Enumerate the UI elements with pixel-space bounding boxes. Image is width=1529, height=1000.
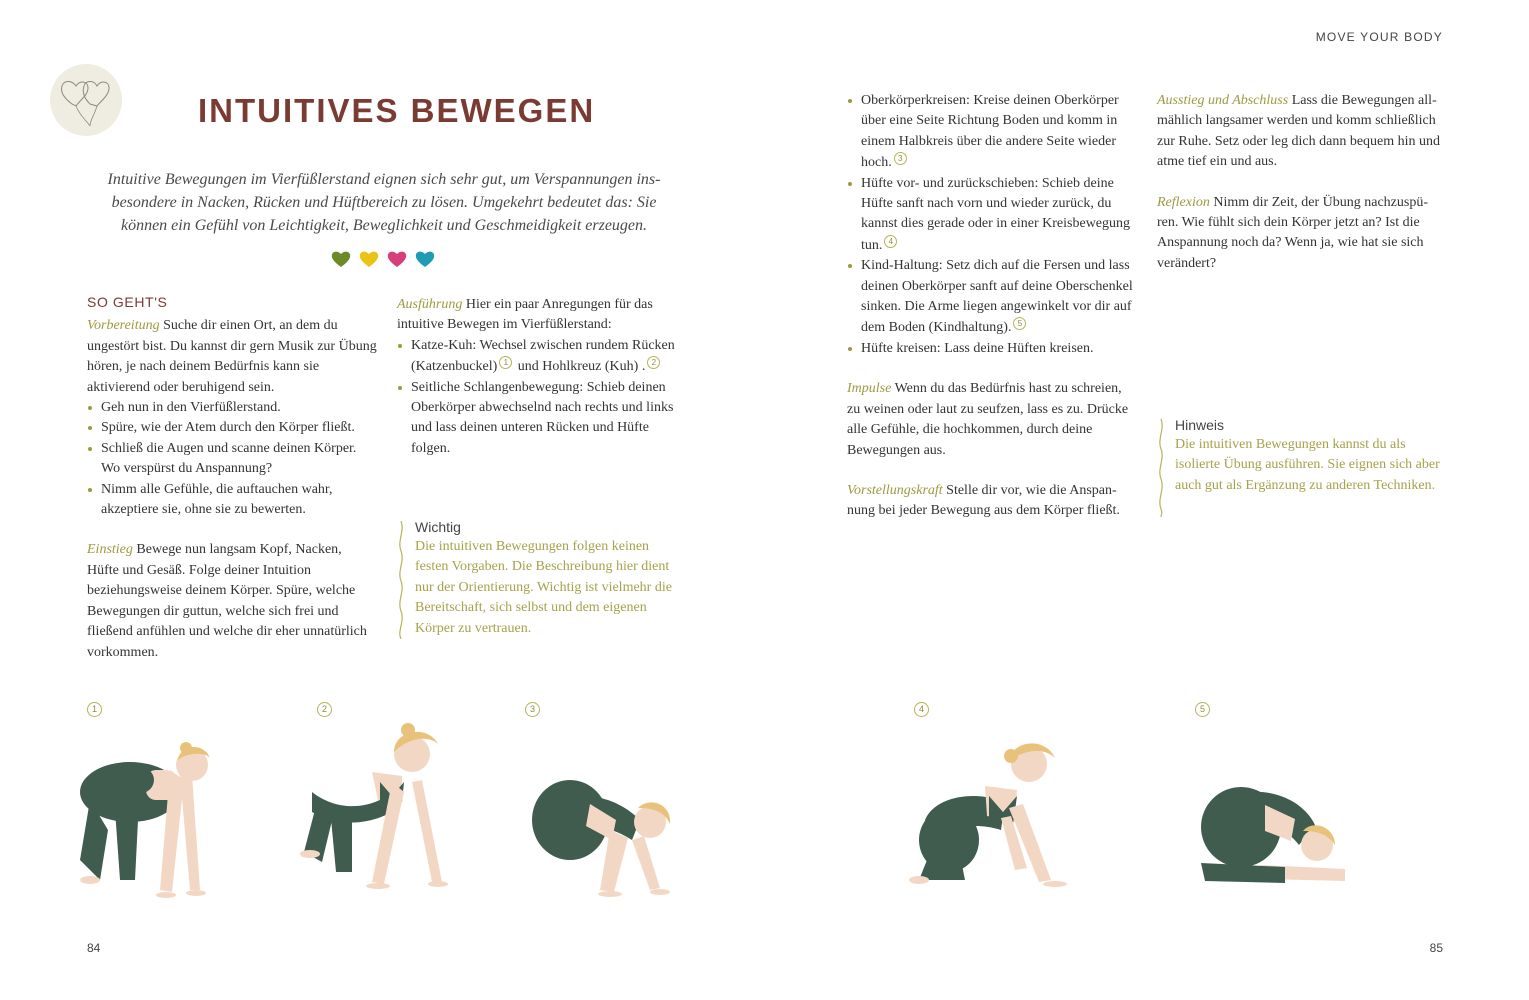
list-item-text: Katze-Kuh: Wechsel zwischen rundem Rücken (Katzenbuckel) — [411, 337, 675, 375]
page-number-left: 84 — [87, 941, 101, 955]
figure-number: 5 — [1195, 702, 1210, 717]
figure-ref: 4 — [884, 235, 897, 248]
paragraph-einstieg — [87, 540, 377, 662]
list-item-text: Oberkörperkreisen: Kreise deinen Oberkörper über eine Seite Richtung Boden und komm in einem Halbkreis über die andere Seite wieder hoch. — [861, 93, 1119, 171]
column-1 — [87, 292, 377, 683]
figure-ref: 1 — [499, 356, 512, 369]
yoga-figure-child-pose — [1195, 775, 1355, 900]
keyword: Ausstieg und Abschluss — [1157, 93, 1289, 108]
paragraph-text: Nimm dir Zeit, der Übung nachzuspüren. Wie fühlt sich dein Körper jetzt an? Ist die Anspannung noch da? Wenn ja, wie hat sie sich verändert? — [1157, 194, 1428, 271]
paragraph-text: Suche dir einen Ort, an dem du ungestört bist. Du kannst dir gern Musik zur Übung hören, je nach deinem Bedürfnis kann sie aktivierend oder beruhigend sein. — [87, 318, 377, 395]
heart-icon — [330, 248, 352, 270]
keyword: Vorstellungskraft — [847, 482, 943, 498]
paragraph-vorbereitung — [87, 316, 377, 398]
paragraph-vorstellungskraft — [847, 481, 1137, 522]
column-2 — [397, 295, 682, 479]
paragraph-impulse — [847, 379, 1137, 461]
figure-ref: 3 — [894, 152, 907, 165]
list-item-text: und Hohlkreuz (Kuh) . — [514, 359, 646, 375]
paragraph-text: Hier ein paar Anregungen für das intuitive Bewegen im Vierfüßlerstand: — [397, 297, 653, 333]
paragraph-text: Wenn du das Bedürfnis hast zu schreien, zu weinen oder laut zu seufzen, lass es zu. Drücke alle Gefühle, die hochkommen, durch deine Bewegungen aus. — [847, 381, 1129, 458]
figure-number: 3 — [525, 702, 540, 717]
paragraph-text: Bewege nun langsam Kopf, Nacken, Hüfte und Gesäß. Folge deiner Intuition beziehungsweise deinem Körper. Spüre, welche Bewegungen dir guttun, welche sich frei und fließend anfühlen und welche dir eher unnatürlich vorkommen. — [87, 542, 367, 660]
list-item: Hüfte kreisen: Lass deine Hüften kreisen. — [847, 339, 1137, 359]
list-item — [397, 336, 682, 378]
list-item: Seitliche Schlangenbewegung: Schieb deinen Oberkörper abwechselnd nach rechts und links und lass deinen unteren Rücken und Hüfte folgen. — [397, 378, 682, 460]
note-body: Die intuitiven Bewegungen folgen keinen festen Vorgaben. Die Beschreibung hier dient nur der Orientierung. Wichtig ist vielmehr die Bereitschaft, sich selbst und dem eigenen Körper zu vertrauen. — [415, 539, 672, 636]
paragraph-text: Stelle dir vor, wie die Anspannung bei jeder Bewegung aus dem Körper fließt. — [847, 482, 1120, 519]
note-title: Wichtig — [415, 519, 461, 535]
bullet-list — [397, 336, 682, 459]
page-title: INTUITIVES BEWEGEN — [198, 92, 596, 129]
note-hinweis — [1157, 417, 1442, 496]
column-4 — [1157, 91, 1442, 294]
heart-icon — [386, 248, 408, 270]
list-item: Spüre, wie der Atem durch den Körper fließt. — [87, 418, 377, 438]
yoga-figure-cow-pose — [292, 712, 467, 902]
bullet-list — [87, 398, 377, 520]
keyword: Impulse — [847, 381, 892, 397]
running-header: MOVE YOUR BODY — [1315, 30, 1443, 44]
list-item: Schließ die Augen und scanne deinen Körper. Wo verspürst du Anspannung? — [87, 439, 377, 480]
figure-ref: 2 — [647, 356, 660, 369]
yoga-figure-hip-shift — [905, 730, 1095, 910]
squiggle-line-icon — [397, 521, 405, 639]
squiggle-line-icon — [1157, 419, 1165, 517]
figure-number: 4 — [914, 702, 929, 717]
heart-rating — [330, 248, 436, 270]
note-title: Hinweis — [1175, 417, 1225, 433]
keyword: Vorbereitung — [87, 318, 160, 334]
keyword: Ausführung — [397, 297, 463, 312]
keyword: Reflexion — [1157, 194, 1210, 210]
intro-text: Intuitive Bewegungen im Vierfüßlerstand eignen sich sehr gut, um Verspannungen insbesondere in Nacken, Rücken und Hüftbereich zu lösen. Umgekehrt bedeutet das: Sie können ein Gefühl von Leichtigkeit, Beweglichkeit und Geschmeidigkeit erzeugen. — [107, 171, 661, 234]
figure-number: 2 — [317, 702, 332, 717]
list-item — [847, 91, 1137, 174]
page-number-right: 85 — [1429, 941, 1443, 955]
heart-icon — [358, 248, 380, 270]
heart-icon — [414, 248, 436, 270]
list-item-text: Hüfte vor- und zurückschieben: Schieb deine Hüfte sanft nach vorn und wieder zurück, du kannst dies gerade oder in einer Kreisbewegung tun. — [861, 175, 1131, 253]
list-item — [847, 174, 1137, 257]
list-item: Nimm alle Gefühle, die auftauchen wahr, akzeptiere sie, ohne sie zu bewerten. — [87, 480, 377, 521]
paragraph-ausstieg — [1157, 91, 1442, 173]
figure-number: 1 — [87, 702, 102, 717]
bullet-list — [847, 91, 1137, 359]
section-heading: SO GEHT'S — [87, 294, 168, 310]
yoga-figure-torso-circle — [520, 760, 685, 910]
balloon-logo — [50, 64, 122, 136]
figure-ref: 5 — [1013, 317, 1026, 330]
keyword: Einstieg — [87, 542, 133, 558]
list-item — [847, 256, 1137, 339]
note-wichtig — [397, 519, 682, 639]
note-body: Die intuitiven Bewegungen kannst du als isolierte Übung ausführen. Sie eignen sich aber auch gut als Ergänzung zu anderen Techniken. — [1175, 437, 1440, 493]
column-3 — [847, 91, 1137, 542]
list-item-text: Kind-Haltung: Setz dich auf die Fersen und lass deinen Oberkörper sanft auf deine Oberschenkel sinken. Die Arme liegen angewinkelt vor dir auf dem Boden (Kindhaltung). — [861, 258, 1133, 336]
paragraph-text: Lass die Bewegungen allmählich langsamer werden und komm schließlich zur Ruhe. Setz oder leg dich dann bequem hin und atme tief ein und aus. — [1157, 93, 1441, 170]
paragraph-reflexion — [1157, 193, 1442, 275]
balloon-hearts-icon — [50, 64, 122, 136]
list-item: Geh nun in den Vierfüßlerstand. — [87, 398, 377, 418]
paragraph-ausfuehrung — [397, 295, 682, 336]
yoga-figure-cat-pose — [60, 730, 240, 910]
